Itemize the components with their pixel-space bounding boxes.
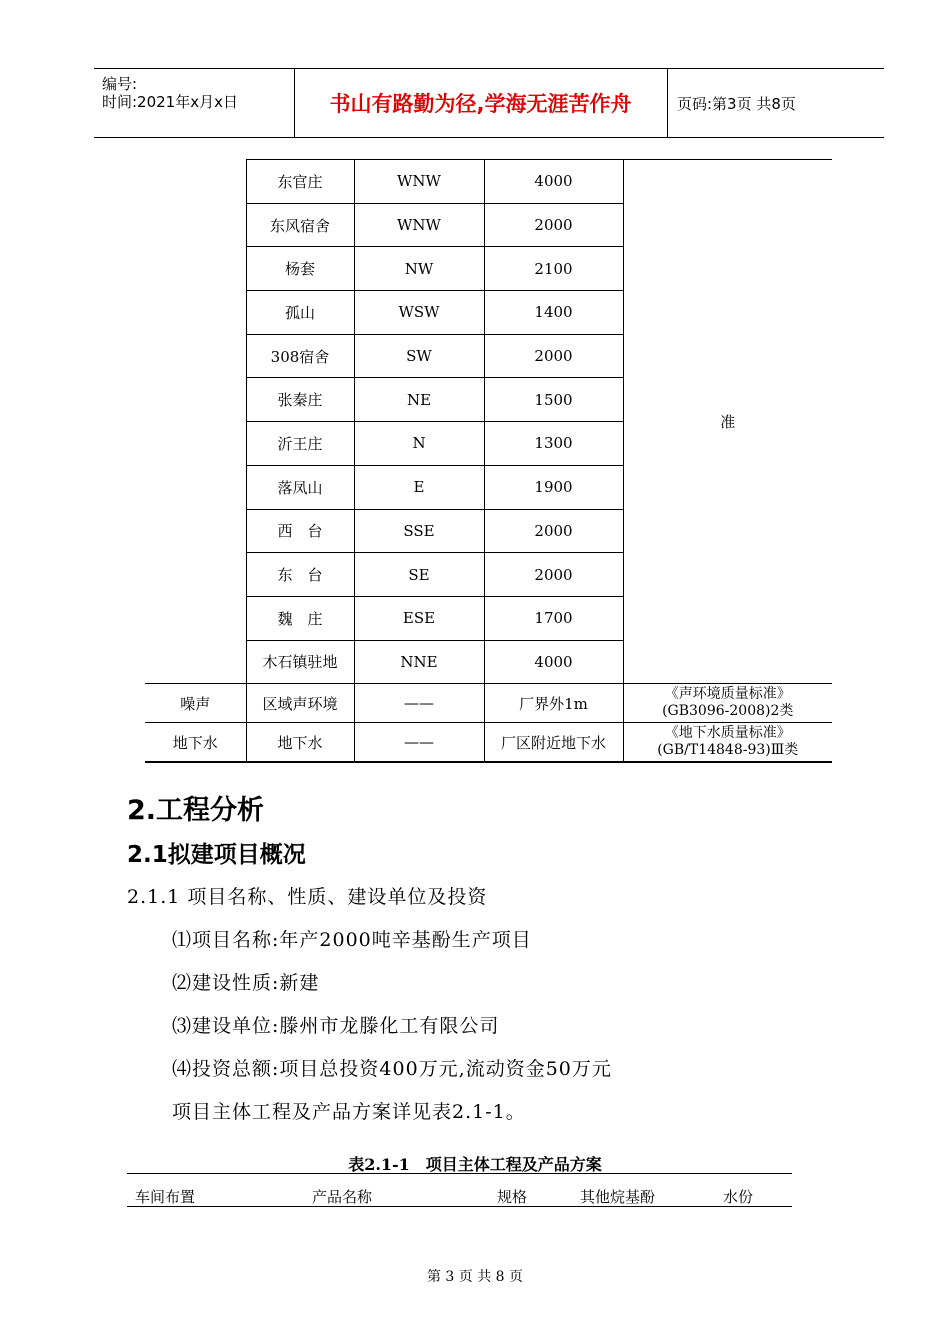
list-item: ⑴项目名称:年产2000吨辛基酚生产项目 (172, 929, 532, 951)
table-caption: 表2.1-1 项目主体工程及产品方案 (348, 1155, 602, 1174)
page-footer: 第 3 页 共 8 页 (426, 1269, 524, 1285)
table-cell: 2000 (484, 553, 623, 597)
list-item: ⑷投资总额:项目总投资400万元,流动资金50万元 (172, 1058, 612, 1080)
table-cell: 孤山 (246, 291, 354, 335)
header-motto: 书山有路勤为径,学海无涯苦作舟 (294, 69, 668, 137)
column-header: 产品名称 (312, 1188, 373, 1206)
table-cell: 魏 庄 (246, 596, 354, 640)
table-cell: 1300 (484, 422, 623, 466)
header-page-label: 页码:第3页 共8页 (677, 94, 796, 113)
table-cell: NE (354, 378, 484, 422)
list-item: ⑶建设单位:滕州市龙滕化工有限公司 (172, 1015, 500, 1037)
table-row (145, 723, 832, 762)
column-header: 水份 (723, 1188, 754, 1206)
table-cell: 2100 (484, 247, 623, 291)
table-cell: 张秦庄 (246, 378, 354, 422)
table-cell: ESE (354, 596, 484, 640)
column-header: 规格 (497, 1188, 528, 1206)
table-cell: 308宿舍 (246, 334, 354, 378)
standard-title: 《声环境质量标准》 (664, 686, 791, 703)
list-item: ⑵建设性质:新建 (172, 972, 320, 994)
table-cell: 地下水 (246, 723, 354, 762)
table-cell: 噪声 (145, 684, 246, 723)
environment-table (145, 159, 832, 763)
code-label: 编号: (102, 75, 138, 93)
header-meta (94, 69, 295, 137)
table-cell: —— (354, 723, 484, 762)
time-label: 时间:2021年x月x日 (102, 93, 238, 111)
column-header: 车间布置 (135, 1188, 196, 1206)
table-cell: SSE (354, 509, 484, 553)
standard-code: (GB3096-2008)2类 (662, 703, 794, 720)
table-cell: 落凤山 (246, 465, 354, 509)
standard-cell: 准 (623, 160, 832, 684)
table-cell: 木石镇驻地 (246, 640, 354, 684)
table-cell: 东官庄 (246, 160, 354, 204)
table-cell: SE (354, 553, 484, 597)
table-cell: SW (354, 334, 484, 378)
table-cell: 4000 (484, 640, 623, 684)
table-cell: 东风宿舍 (246, 203, 354, 247)
table-cell: 2000 (484, 203, 623, 247)
empty-category-cell (145, 160, 246, 684)
table-cell: 4000 (484, 160, 623, 204)
table-row (145, 684, 832, 723)
section-heading: 2.工程分析 (127, 795, 265, 826)
subsubsection-heading: 2.1.1 项目名称、性质、建设单位及投资 (127, 886, 488, 908)
table-cell: 地下水 (145, 723, 246, 762)
table-cell: 2000 (484, 509, 623, 553)
standard-cell (623, 723, 832, 762)
table-cell: 杨套 (246, 247, 354, 291)
table-cell: 1700 (484, 596, 623, 640)
table-cell: 东 台 (246, 553, 354, 597)
table-cell: 2000 (484, 334, 623, 378)
column-header: 其他烷基酚 (580, 1188, 656, 1206)
table-cell: 西 台 (246, 509, 354, 553)
table-cell: N (354, 422, 484, 466)
table-cell: WNW (354, 160, 484, 204)
table-cell: 1900 (484, 465, 623, 509)
table-cell: 厂界外1m (484, 684, 623, 723)
subsection-heading: 2.1拟建项目概况 (127, 842, 306, 868)
table-cell: 沂王庄 (246, 422, 354, 466)
standard-cell (623, 684, 832, 723)
product-table-header (127, 1173, 792, 1207)
table-cell: WSW (354, 291, 484, 335)
table-row (145, 160, 832, 204)
page-header (94, 68, 884, 138)
table-reference: 项目主体工程及产品方案详见表2.1-1。 (172, 1101, 526, 1123)
standard-title: 《地下水质量标准》 (664, 725, 791, 741)
table-cell: —— (354, 684, 484, 723)
table-cell: 厂区附近地下水 (484, 723, 623, 762)
table-cell: WNW (354, 203, 484, 247)
table-cell: 1400 (484, 291, 623, 335)
table-cell: 1500 (484, 378, 623, 422)
table-cell: E (354, 465, 484, 509)
table-cell: NW (354, 247, 484, 291)
table-cell: 区域声环境 (246, 684, 354, 723)
standard-code: (GB/T14848-93)Ⅲ类 (657, 742, 799, 758)
table-cell: NNE (354, 640, 484, 684)
